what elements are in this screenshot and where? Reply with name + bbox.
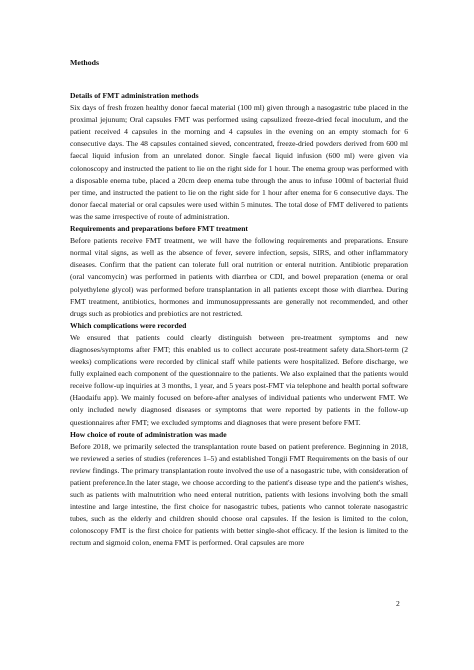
page-content: [70, 57, 408, 550]
paragraph-fmt-administration: Six days of fresh frozen healthy donor faecal material (100 ml) given through a nasogastric tube placed in the proximal jejunum; Oral capsules FMT was performed using capsulized freeze-dried fecal inoculum, and the patient received 4 capsules in the morning and 4 capsules in the evening on an empty stomach for 6 consecutive days. The 48 capsules contained sieved, concentrated, freeze-dried powders derived from 600 ml faecal liquid infusion from an unrelated donor. Single faecal liquid infusion (600 ml) were given via colonoscopy and instructed the patient to lie on the right side for 1 hour. The enema group was performed with a disposable enema tube, placed a 20cm deep enema tube through the anus to infuse 100ml of bacterial fluid per time, and instructed the patient to lie on the right side for 1 hour after enema for 6 consecutive days. The donor faecal material or oral capsules were used within 5 minutes. The total dose of FMT delivered to patients was the same irrespective of route of administration.: [70, 103, 408, 221]
heading-fmt-administration: Details of FMT administration methods: [70, 91, 199, 100]
section-title: Methods: [70, 58, 100, 67]
heading-complications-recorded: Which complications were recorded: [70, 320, 187, 330]
paragraph-complications-recorded: We ensured that patients could clearly distinguish between pre-treatment symptoms and new diagnoses/symptoms after FMT; this enabled us to collect accurate post-treatment safety data.Short-term (2 weeks) complications were recorded by clinical staff while patients were hospitalized. Before discharge, we fully explained each component of the questionnaire to the patients. We also explained that the patients would receive follow-up inquiries at 3 months, 1 year, and 5 years post-FMT via telephone and health portal software (Haodaifu app). We mainly focused on before-after analyses of individual patients who underwent FMT. We only included newly diagnosed diseases or symptoms that were reported by patients in the follow-up questionnaires after FMT; we excluded symptoms and diagnoses that were present before FMT.: [70, 332, 408, 427]
paragraph-route-choice: Before 2018, we primarily selected the transplantation route based on patient preference. Beginning in 2018, we reviewed a series of studies (references 1–5) and established Tongji FMT Requirements on the basis of our review findings. The primary transplantation route involved the use of a nasogastric tube, with consideration of patient preference.In the later stage, we choose according to the patient's disease type and the patient's wishes, such as patients with malnutrition who need enteral nutrition, patients with lesions involving both the small intestine and large intestine, the first choice for nasogastric tubes, patients who cannot tolerate nasogastric tubes, such as the elderly and children should choose oral capsules. If the lesion is limited to the colon, colonoscopy FMT is the first choice for patients with better single-shot efficacy. If the lesion is limited to the rectum and sigmoid colon, enema FMT is performed. Oral capsules are more: [70, 441, 408, 548]
heading-requirements-preparations: Requirements and preparations before FMT treatment: [70, 224, 248, 234]
page-number: 2: [396, 599, 400, 608]
paragraph-requirements-preparations: Before patients receive FMT treatment, we will have the following requirements and preparations. Ensure normal vital signs, as well as the absence of fever, severe infection, sepsis, SIRS, and other inflammatory diseases. Confirm that the patient can tolerate full oral nutrition or enteral nutrition. Antibiotic preparation (oral vancomycin) was performed in patients with diarrhea or CDI, and bowel preparation (enema or oral polyethylene glycol) was performed before transplantation in all patients except those with diarrhea. During FMT treatment, antibiotics, hormones and immunosuppressants are generally not recommended, and other drugs such as probiotics and prebiotics are not restricted.: [70, 236, 408, 318]
heading-route-choice: How choice of route of administration was made: [70, 429, 227, 439]
